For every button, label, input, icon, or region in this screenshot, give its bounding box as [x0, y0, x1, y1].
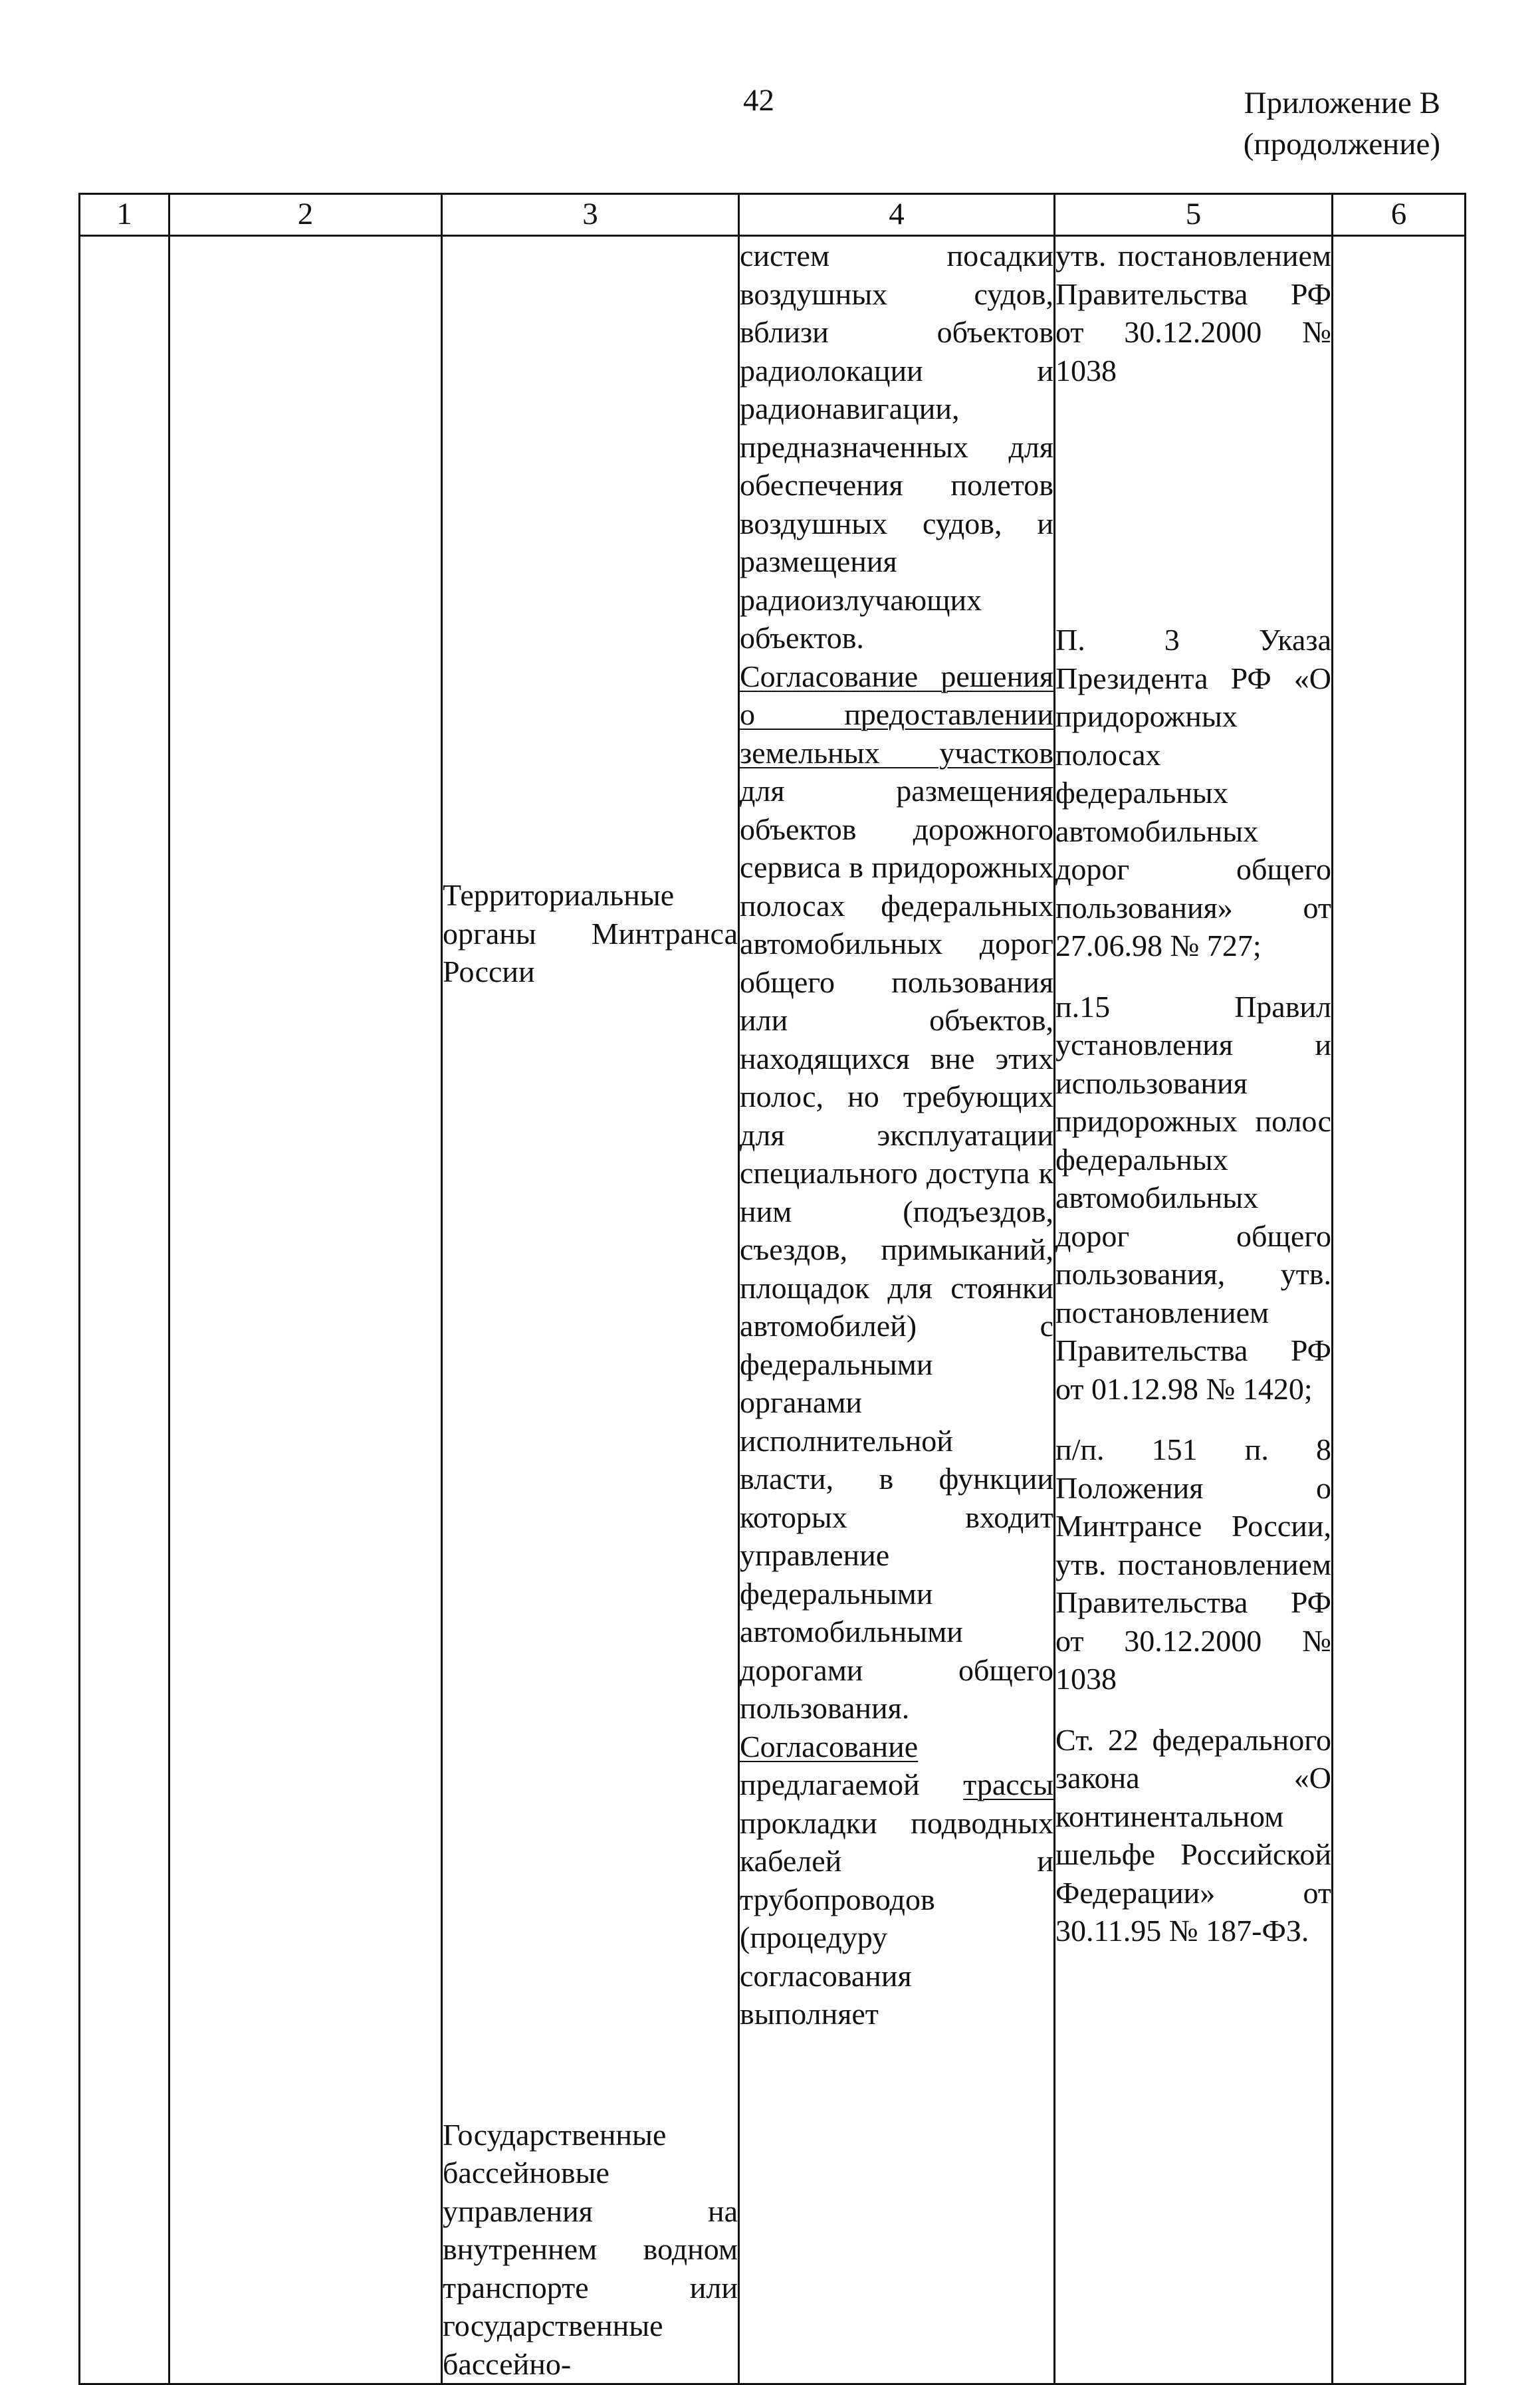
procedure-cable-route: [740, 1728, 1053, 2033]
appendix-heading: [1244, 82, 1440, 165]
appendix-subtitle: (продолжение): [1243, 127, 1440, 162]
procedure-land-plots: [740, 657, 1053, 1728]
procedure-continued-text: систем посадки воздушных судов, вблизи объектов радиолокации и радионавигации, предназначенных для обеспечения полетов воздушных судов, и размещения радиоизлучающих объектов.: [740, 239, 1053, 655]
cell-col-1: [80, 236, 169, 2384]
authority-basin-administrations: Государственные бассейновые управления на внутреннем водном транспорте или государственные бассейно-: [443, 2117, 738, 2381]
procedure-cable-route-underlined-2: трассы: [963, 1767, 1053, 1801]
procedure-land-plots-text: для размещения объектов дорожного сервиса в придорожных полосах федеральных автомобильных дорог общего пользования или объектов, находящихся вне этих полос, но требующих для эксплуатации специального доступа к ним (подъездов, съездов, примыканий, площадок для стоянки автомобилей) с федеральными органами исполнительной власти, в функции которых входит управление федеральными автомобильными дорогами общего пользования.: [740, 774, 1053, 1725]
cell-col-2: [169, 236, 442, 2384]
authority-territorial-mintrans: Территориальные органы Минтранса России: [443, 878, 738, 988]
legal-basis-rules-1420: п.15 Правил установления и использования придорожных полос федеральных автомобильных дорог общего пользования, утв. постановлением Правительства РФ от 01.12.98 № 1420;: [1055, 989, 1331, 1406]
procedure-cable-route-underlined-1: Согласование: [740, 1729, 919, 1763]
cell-col-4-procedure: [739, 236, 1055, 2384]
cell-col-3-authority: [442, 236, 739, 2384]
column-header-6: 6: [1333, 194, 1466, 236]
procedure-cable-route-text: прокладки подводных кабелей и трубопроводов (процедуру согласования выполняет: [740, 1805, 1053, 2031]
requirements-table: [78, 193, 1466, 2385]
procedure-land-plots-underlined: Согласование решения о предоставлении земельных участков: [740, 659, 1053, 770]
column-header-4: 4: [739, 194, 1055, 236]
legal-basis-resolution-1038: утв. постановлением Правительства РФ от 30.12.2000 № 1038: [1055, 239, 1331, 388]
legal-basis-decree-727: П. 3 Указа Президента РФ «О придорожных полосах федеральных автомобильных дорог общего пользования» от 27.06.98 № 727;: [1055, 623, 1331, 963]
column-number-row: [80, 194, 1466, 236]
legal-basis-regulation-1038: п/п. 151 п. 8 Положения о Минтрансе России, утв. постановлением Правительства РФ от 30.12.2000 № 1038: [1055, 1432, 1331, 1696]
cell-col-6: [1333, 236, 1466, 2384]
column-header-1: 1: [80, 194, 169, 236]
page-number: 42: [743, 83, 774, 118]
cell-col-5-legal-basis: [1055, 236, 1333, 2384]
column-header-2: 2: [169, 194, 442, 236]
appendix-title: Приложение В: [1244, 86, 1440, 120]
table-row: [80, 236, 1466, 2384]
procedure-cable-route-mid: предлагаемой: [740, 1767, 964, 1801]
column-header-5: 5: [1055, 194, 1333, 236]
legal-basis-law-187: Ст. 22 федерального закона «О континентальном шельфе Российской Федерации» от 30.11.95 № 187-ФЗ.: [1055, 1722, 1331, 1948]
column-header-3: 3: [442, 194, 739, 236]
